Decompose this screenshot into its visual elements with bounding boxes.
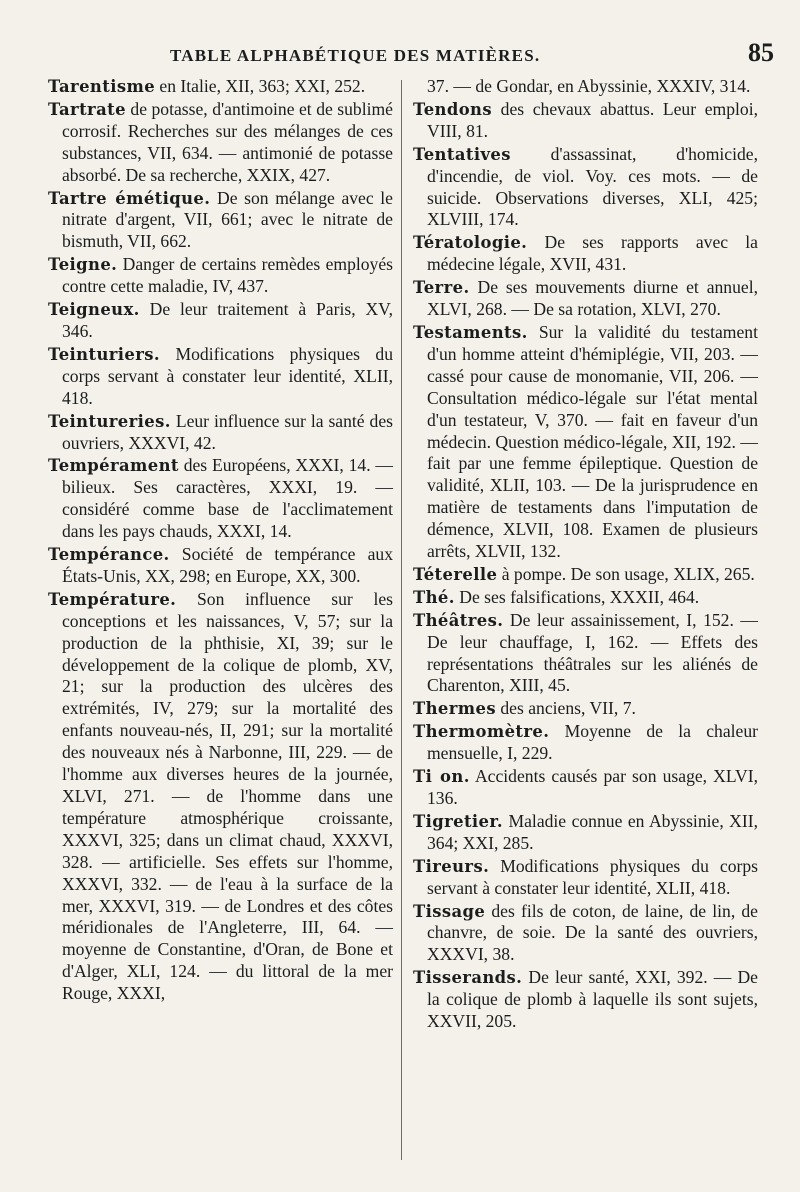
running-head: TABLE ALPHABÉTIQUE DES MATIÈRES.: [170, 46, 541, 65]
index-entry: [413, 967, 758, 1033]
left-column: [48, 76, 393, 1006]
entry-text: de potasse, d'antimoine et de sublimé corrosif. Recherches sur des mélanges de ces substances, VII, 634. — antimonié de potasse absorbé. De sa recherche, XXIX, 427.: [62, 98, 393, 185]
index-entry: [413, 698, 758, 720]
index-entry: [413, 99, 758, 143]
entry-term: Tisserands.: [413, 968, 523, 988]
entry-text: Sur la validité du testament d'un homme atteint d'hémiplégie, VII, 203. — cassé pour cause de monomanie, VII, 206. — Consultation médico-légale sur l'état mental d'un testateur, V, 370. — fait en faveur d'un médecin. Question médico-légale, XII, 192. — fait par une femme épileptique. Question de validité, XLII, 103. — De la jurisprudence en matière de testaments dans l'imputation de démence, XLVII, 108. Examen de plusieurs arrêts, XLVII, 132.: [427, 321, 758, 562]
entry-text: 37. — de Gondar, en Abyssinie, XXXIV, 314.: [427, 76, 751, 96]
entry-text: Moyenne de la chaleur mensuelle, I, 229.: [427, 721, 758, 764]
index-entry: [413, 766, 758, 810]
index-entry: [48, 188, 393, 254]
entry-text: Son influence sur les conceptions et les naissances, V, 57; sur la production de la phthisie, XI, 39; sur le développement de la colique de plomb, XV, 21; sur la production des ulcères des extrémités, IV, 279; sur la mortalité des enfants nouveau-nés, II, 291; sur la mortalité des nouveaux nés à Narbonne, III, 229. — de l'homme aux diverses heures de la journée, XLVI, 271. — de l'homme dans une température atmosphérique croissante, XXXVI, 325; dans un climat chaud, XXXVI, 328. — artificielle. Ses effets sur l'homme, XXXVI, 332. — de l'eau à la surface de la mer, XXXVI, 319. — de Londres et des côtes méridionales de l'Angleterre, III, 64. — moyenne de Constantine, d'Oran, de Bone et d'Alger, XLI, 124. — du littoral de la mer Rouge, XXXI,: [62, 588, 393, 1004]
index-entry: [48, 299, 393, 343]
page-number: 85: [748, 38, 774, 67]
entry-text: des anciens, VII, 7.: [495, 698, 636, 719]
index-entry: [413, 587, 758, 609]
entry-term: Tireurs.: [413, 856, 490, 876]
index-entry: [413, 901, 758, 967]
entry-term: Tartrate: [48, 99, 126, 119]
entry-text: De leur santé, XXI, 392. — De la colique de plomb à laquelle ils sont sujets, XXVII, 205.: [427, 967, 758, 1032]
page-header: [0, 38, 800, 78]
entry-term: Tartre émétique.: [48, 188, 211, 208]
entry-term: Température.: [48, 589, 177, 609]
entry-term: Teigneux.: [48, 300, 140, 320]
index-entry: [413, 322, 758, 563]
entry-term: Teigne.: [48, 255, 118, 275]
index-entry: [413, 144, 758, 232]
entry-term: Tigretier.: [413, 811, 504, 831]
index-entry: [48, 589, 393, 1005]
entry-term: Tendons: [413, 99, 492, 119]
entry-term: Tératologie.: [413, 233, 528, 253]
entry-term: Téterelle: [413, 564, 498, 584]
entry-text: des chevaux abattus. Leur emploi, VIII, 81.: [427, 98, 758, 141]
entry-term: Tempérance.: [48, 545, 170, 565]
index-entry: [48, 544, 393, 588]
entry-term: Tissage: [413, 901, 486, 921]
entry-text: De leur assainissement, I, 152. — De leur chauffage, I, 162. — Effets des représentations théâtrales sur les aliénés de Charenton, XIII, 45.: [427, 609, 758, 696]
entry-text: Danger de certains remèdes employés contre cette maladie, IV, 437.: [62, 254, 393, 297]
index-entry: [413, 610, 758, 698]
index-entry: [48, 344, 393, 410]
entry-term: Ti on.: [413, 767, 470, 787]
entry-text: d'assassinat, d'homicide, d'incendie, de viol. Voy. ces mots. — de suicide. Observations diverses, XLI, 425; XLVIII, 174.: [427, 143, 758, 230]
entry-text: en Italie, XII, 363; XXI, 252.: [155, 76, 366, 96]
entry-text: De ses rapports avec la médecine légale, XVII, 431.: [427, 232, 758, 275]
index-entry: [413, 277, 758, 321]
entry-term: Thé.: [413, 587, 455, 607]
entry-term: Tarentisme: [48, 77, 156, 96]
entry-term: Teintureries.: [48, 411, 171, 431]
index-entry: [413, 76, 758, 98]
entry-text: Société de tempérance aux États-Unis, XX, 298; en Europe, XX, 300.: [62, 544, 393, 586]
entry-term: Testaments.: [413, 322, 528, 342]
entry-term: Tempérament: [48, 456, 179, 476]
index-entry: [48, 455, 393, 543]
entry-text: De ses mouvements diurne et annuel, XLVI, 268. — De sa rotation, XLVI, 270.: [427, 277, 758, 320]
right-column: [413, 76, 758, 1034]
index-entry: [413, 232, 758, 276]
index-entry: [48, 254, 393, 298]
entry-text: Maladie connue en Abyssinie, XII, 364; XXI, 285.: [427, 810, 758, 853]
entry-term: Thermomètre.: [413, 722, 550, 742]
entry-term: Terre.: [413, 278, 470, 298]
entry-term: Teinturiers.: [48, 344, 161, 364]
index-entry: [413, 856, 758, 900]
entry-text: des Européens, XXXI, 14. — bilieux. Ses caractères, XXXI, 19. — considéré comme base de l'acclimatement dans les pays chauds, XXXI, 14.: [62, 455, 393, 542]
index-entry: [48, 76, 393, 98]
entry-term: Thermes: [413, 699, 496, 719]
index-entry: [48, 411, 393, 455]
index-entry: [413, 811, 758, 855]
entry-text: à pompe. De son usage, XLIX, 265.: [497, 563, 755, 584]
index-entry: [48, 99, 393, 187]
entry-text: De ses falsifications, XXXII, 464.: [454, 586, 700, 607]
entry-text: De son mélange avec le nitrate d'argent, VII, 661; avec le nitrate de bismuth, VII, 662.: [62, 187, 393, 252]
index-entry: [413, 564, 758, 586]
column-divider: [401, 80, 402, 1160]
entry-term: Tentatives: [413, 144, 511, 164]
entry-text: Leur influence sur la santé des ouvriers, XXXVI, 42.: [62, 410, 393, 453]
entry-text: Accidents causés par son usage, XLVI, 136.: [427, 766, 758, 808]
entry-text: De leur traitement à Paris, XV, 346.: [62, 299, 393, 341]
entry-text: Modifications physiques du corps servant à constater leur identité, XLII, 418.: [427, 855, 758, 898]
entry-text: des fils de coton, de laine, de lin, de chanvre, de soie. De la santé des ouvriers, XXXVI, 38.: [427, 900, 758, 965]
index-entry: [413, 721, 758, 765]
entry-term: Théâtres.: [413, 610, 504, 630]
entry-text: Modifications physiques du corps servant à constater leur identité, XLII, 418.: [62, 343, 393, 408]
